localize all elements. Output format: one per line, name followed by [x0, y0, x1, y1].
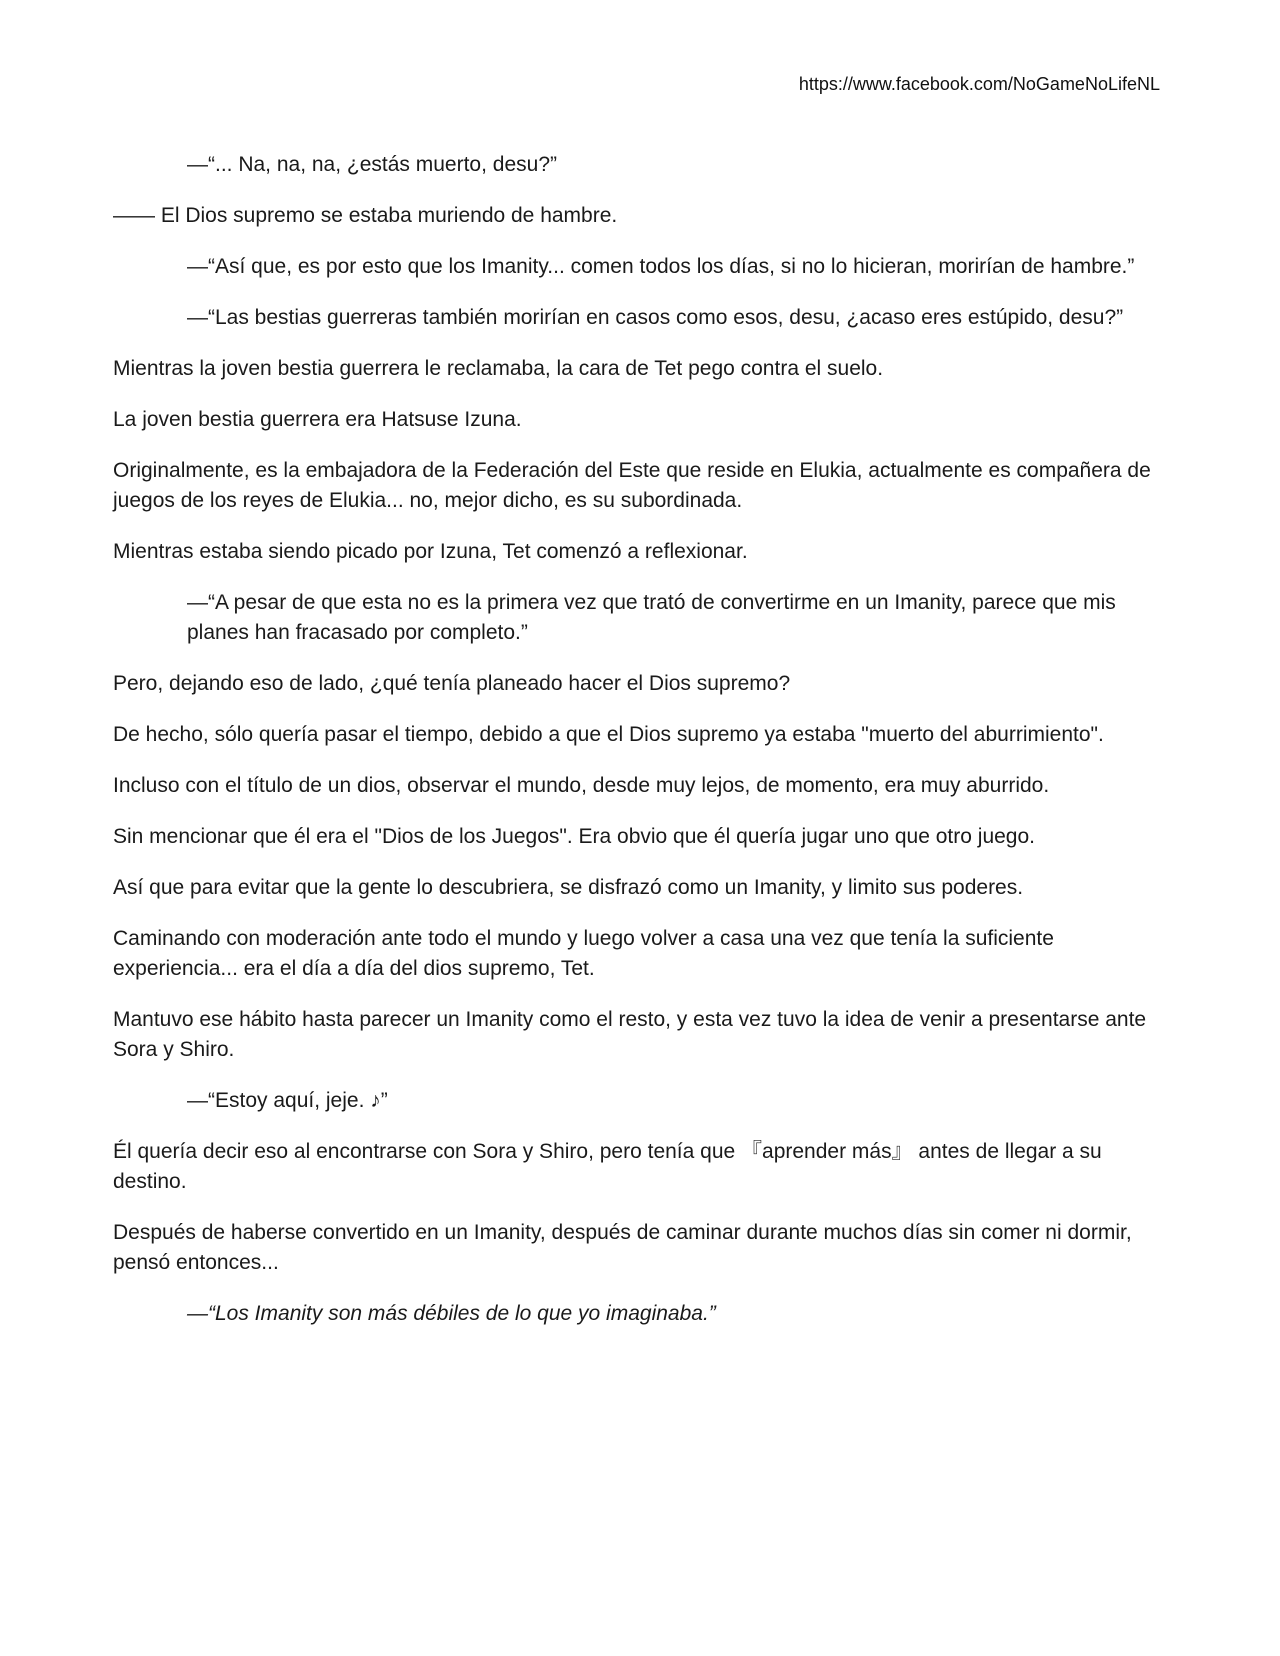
- narration-paragraph: Mientras la joven bestia guerrera le reclamaba, la cara de Tet pego contra el suelo.: [113, 357, 884, 380]
- narration-paragraph: Pero, dejando eso de lado, ¿qué tenía planeado hacer el Dios supremo?: [113, 672, 791, 695]
- dialogue-paragraph: —“Las bestias guerreras también morirían en casos como esos, desu, ¿acaso eres estúpido, desu?”: [187, 306, 1124, 329]
- narration-paragraph: Él quería decir eso al encontrarse con Sora y Shiro, pero tenía que 『aprender más』 antes de llegar a su destino.: [113, 1140, 1102, 1193]
- dialogue-paragraph: —“Estoy aquí, jeje. ♪”: [187, 1089, 388, 1112]
- narration-paragraph: Originalmente, es la embajadora de la Federación del Este que reside en Elukia, actualmente es compañera de juegos de los reyes de Elukia... no, mejor dicho, es su subordinada.: [113, 459, 1151, 512]
- narration-paragraph: La joven bestia guerrera era Hatsuse Izuna.: [113, 408, 522, 431]
- narration-paragraph: Después de haberse convertido en un Imanity, después de caminar durante muchos días sin comer ni dormir, pensó entonces...: [113, 1221, 1132, 1274]
- narration-paragraph: Así que para evitar que la gente lo descubriera, se disfrazó como un Imanity, y limito sus poderes.: [113, 876, 1024, 899]
- document-body: [113, 150, 1168, 1350]
- narration-paragraph: Mantuvo ese hábito hasta parecer un Imanity como el resto, y esta vez tuvo la idea de venir a presentarse ante Sora y Shiro.: [113, 1008, 1147, 1061]
- dialogue-paragraph-italic: —“Los Imanity son más débiles de lo que yo imaginaba.”: [187, 1302, 716, 1325]
- dialogue-paragraph: —“... Na, na, na, ¿estás muerto, desu?”: [187, 153, 557, 176]
- narration-paragraph: Incluso con el título de un dios, observar el mundo, desde muy lejos, de momento, era muy aburrido.: [113, 774, 1050, 797]
- header-url: https://www.facebook.com/NoGameNoLifeNL: [798, 74, 1160, 94]
- narration-paragraph: —— El Dios supremo se estaba muriendo de hambre.: [113, 204, 618, 227]
- narration-paragraph: Sin mencionar que él era el "Dios de los Juegos". Era obvio que él quería jugar uno que otro juego.: [113, 825, 1035, 848]
- narration-paragraph: Caminando con moderación ante todo el mundo y luego volver a casa una vez que tenía la suficiente experiencia... era el día a día del dios supremo, Tet.: [113, 927, 1054, 980]
- dialogue-paragraph: —“Así que, es por esto que los Imanity... comen todos los días, si no lo hicieran, morirían de hambre.”: [187, 255, 1135, 278]
- narration-paragraph: Mientras estaba siendo picado por Izuna, Tet comenzó a reflexionar.: [113, 540, 748, 563]
- narration-paragraph: De hecho, sólo quería pasar el tiempo, debido a que el Dios supremo ya estaba "muerto del aburrimiento".: [113, 723, 1104, 746]
- dialogue-paragraph: —“A pesar de que esta no es la primera vez que trató de convertirme en un Imanity, parece que mis planes han fracasado por completo.”: [187, 591, 1116, 644]
